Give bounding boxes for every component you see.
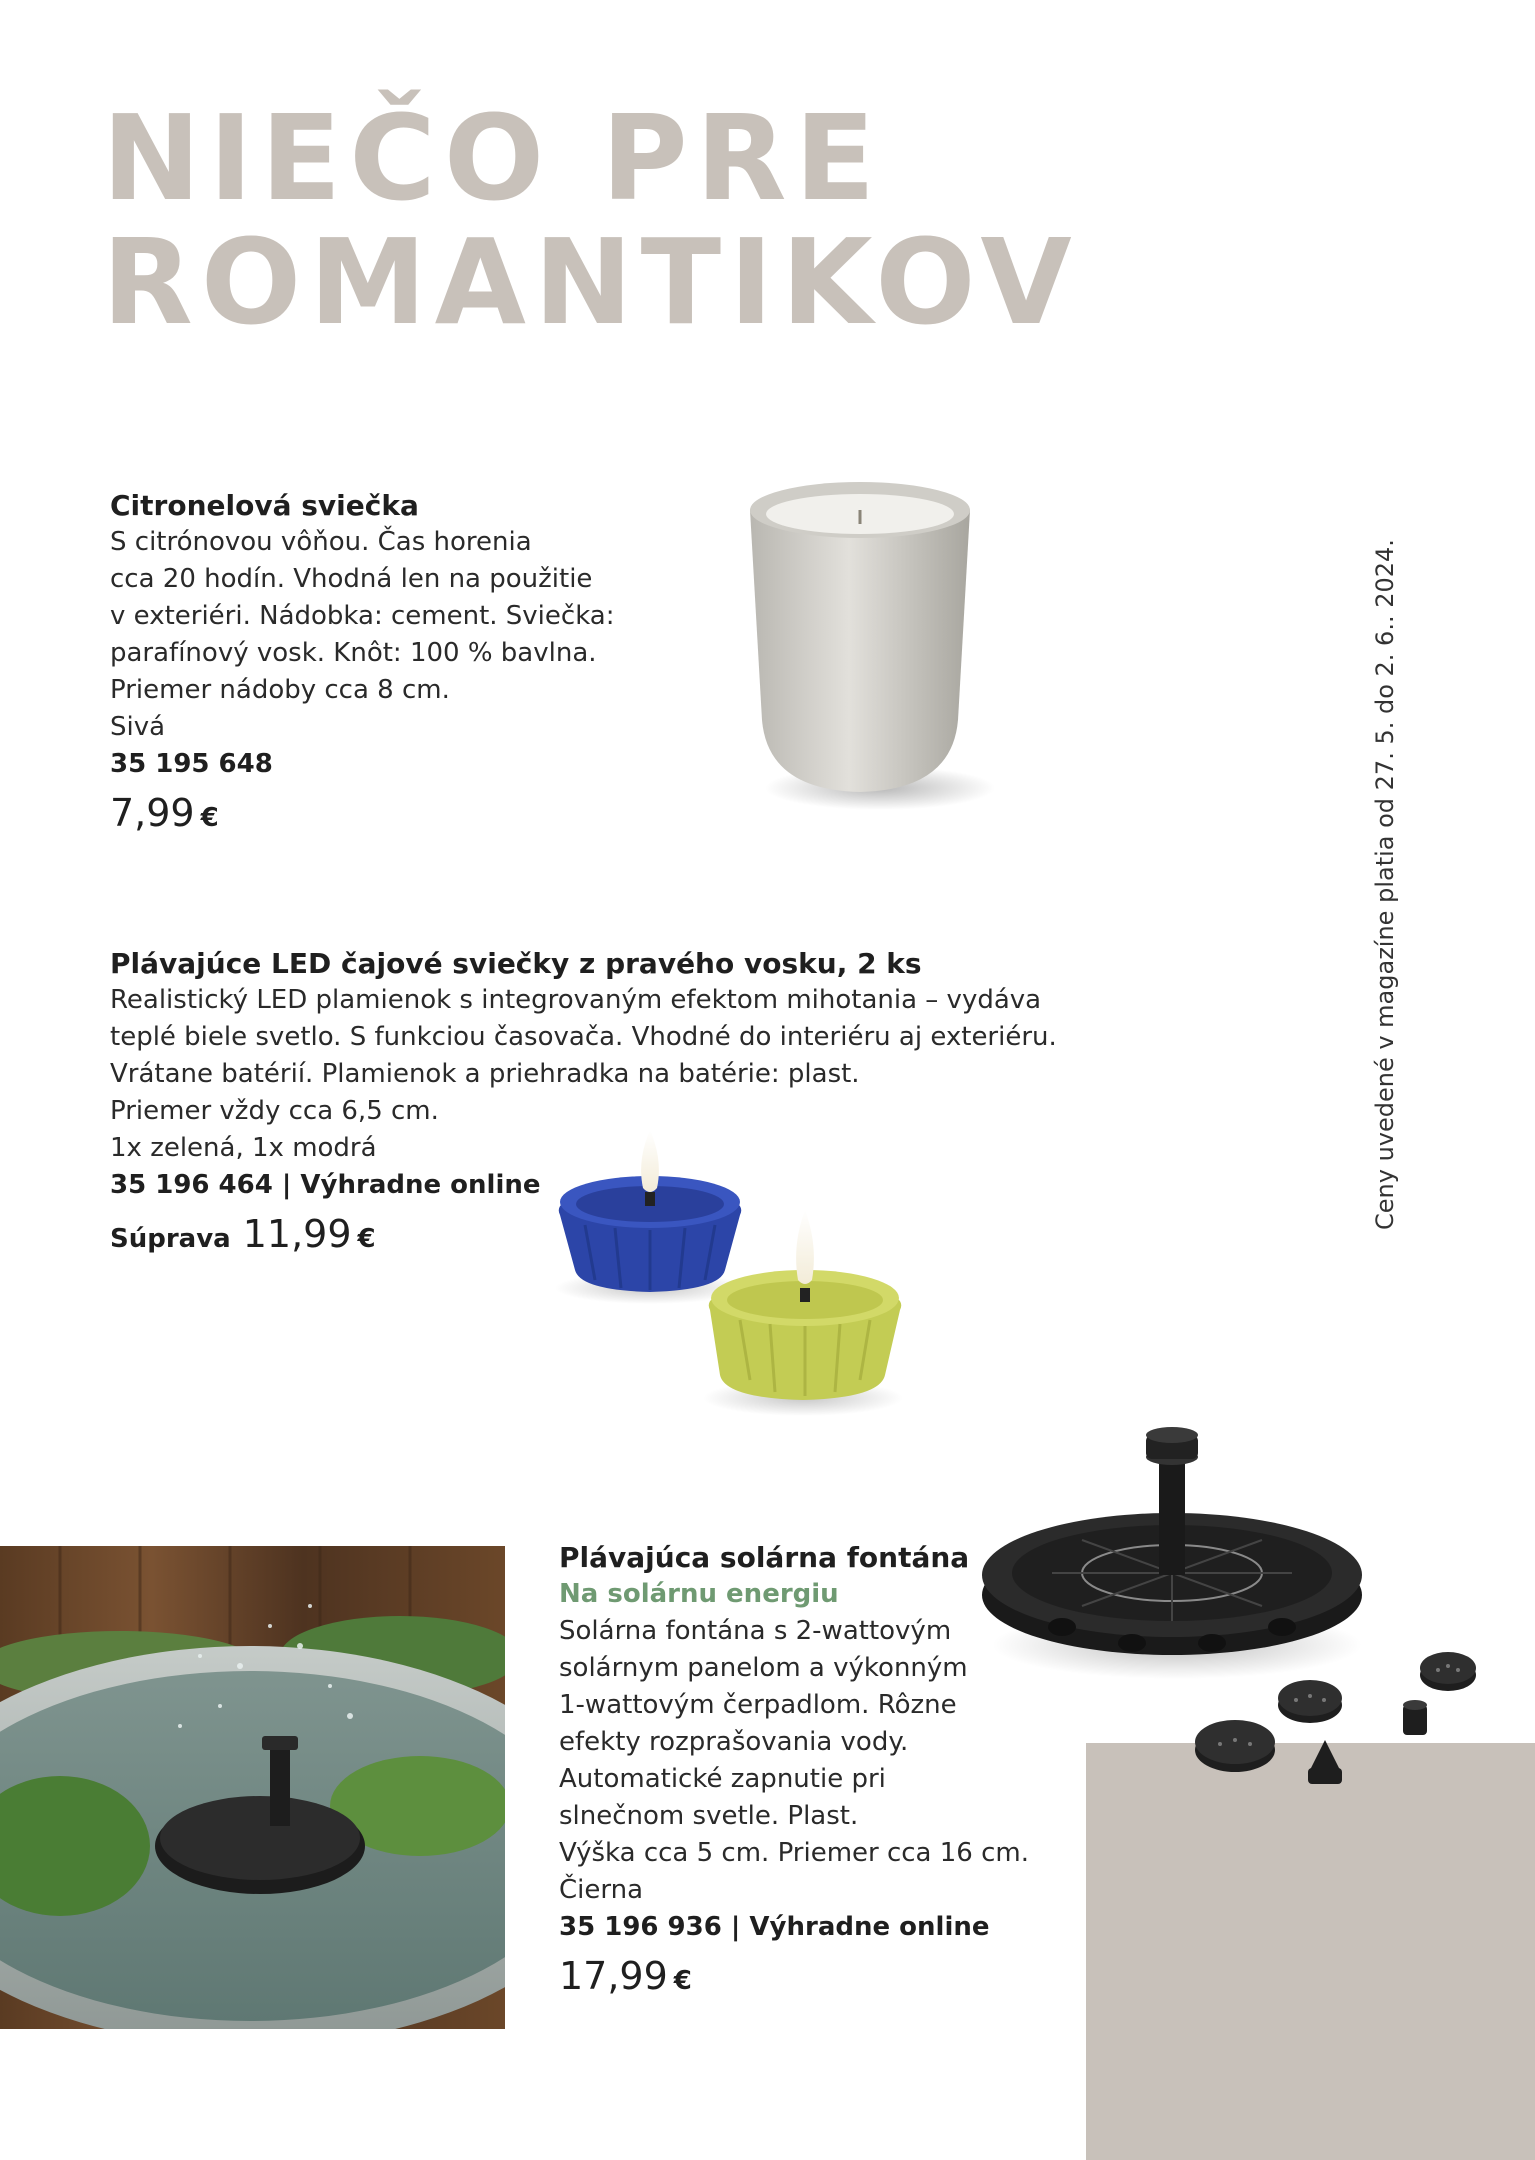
product-price	[559, 1954, 1059, 1998]
page-title	[102, 89, 1102, 351]
price-prefix: Súprava	[110, 1224, 231, 1254]
price-currency: €	[357, 1224, 376, 1254]
solar-fountain-photo	[0, 1546, 505, 2029]
description-line: Automatické zapnutie pri	[559, 1764, 886, 1794]
description-line: 1x zelená, 1x modrá	[110, 1133, 377, 1163]
description-line: Sivá	[110, 712, 166, 742]
price-value: 17,99	[559, 1954, 668, 1998]
description-line: Solárna fontána s 2-wattovým	[559, 1616, 952, 1646]
product-title: Plávajúce LED čajové sviečky z pravého vosku, 2 ks	[110, 947, 922, 980]
product-description	[110, 524, 630, 746]
description-line: S citrónovou vôňou. Čas horenia	[110, 527, 532, 557]
description-line: slnečnom svetle. Plast.	[559, 1801, 859, 1831]
description-line: Výška cca 5 cm. Priemer cca 16 cm.	[559, 1838, 1029, 1868]
description-line: Priemer nádoby cca 8 cm.	[110, 675, 450, 705]
decorative-color-block	[1086, 1743, 1535, 2160]
description-line: Priemer vždy cca 6,5 cm.	[110, 1096, 439, 1126]
page-title-line-2: ROMANTIKOV	[102, 213, 1080, 351]
description-line: teplé biele svetlo. S funkciou časovača. Vhodné do interiéru aj exteriéru.	[110, 1022, 1057, 1052]
product-citronella-candle[interactable]	[110, 488, 630, 835]
product-title: Citronelová sviečka	[110, 489, 419, 522]
product-subtitle: Na solárnu energiu	[559, 1579, 839, 1609]
led-tealights-image	[545, 1130, 935, 1430]
description-line: parafínový vosk. Knôt: 100 % bavlna.	[110, 638, 597, 668]
description-line: v exteriéri. Nádobka: cement. Sviečka:	[110, 601, 615, 631]
description-line: 1-wattovým čerpadlom. Rôzne	[559, 1690, 957, 1720]
product-price	[110, 791, 630, 835]
description-line: cca 20 hodín. Vhodná len na použitie	[110, 564, 593, 594]
price-currency: €	[673, 1966, 692, 1996]
description-line: efekty rozprašovania vody.	[559, 1727, 909, 1757]
description-line: Realistický LED plamienok s integrovaným efektom mihotania – vydáva	[110, 985, 1042, 1015]
description-line: Vrátane batérií. Plamienok a priehradka na batérie: plast.	[110, 1059, 860, 1089]
fountain-nozzles-image	[1190, 1630, 1500, 1800]
citronella-candle-image	[720, 470, 1020, 830]
page-title-line-1: NIEČO PRE	[102, 89, 884, 227]
price-value: 7,99	[110, 791, 195, 835]
product-title: Plávajúca solárna fontána	[559, 1541, 970, 1574]
price-value: 11,99	[242, 1212, 352, 1256]
price-currency: €	[200, 803, 219, 833]
product-code: 35 195 648	[110, 749, 273, 779]
description-line: Čierna	[559, 1875, 644, 1905]
price-validity-note: Ceny uvedené v magazíne platia od 27. 5. do 2. 6.. 2024.	[1371, 539, 1399, 1230]
description-line: solárnym panelom a výkonným	[559, 1653, 968, 1683]
product-code: 35 196 936 | Výhradne online	[559, 1912, 990, 1942]
product-code: 35 196 464 | Výhradne online	[110, 1170, 541, 1200]
